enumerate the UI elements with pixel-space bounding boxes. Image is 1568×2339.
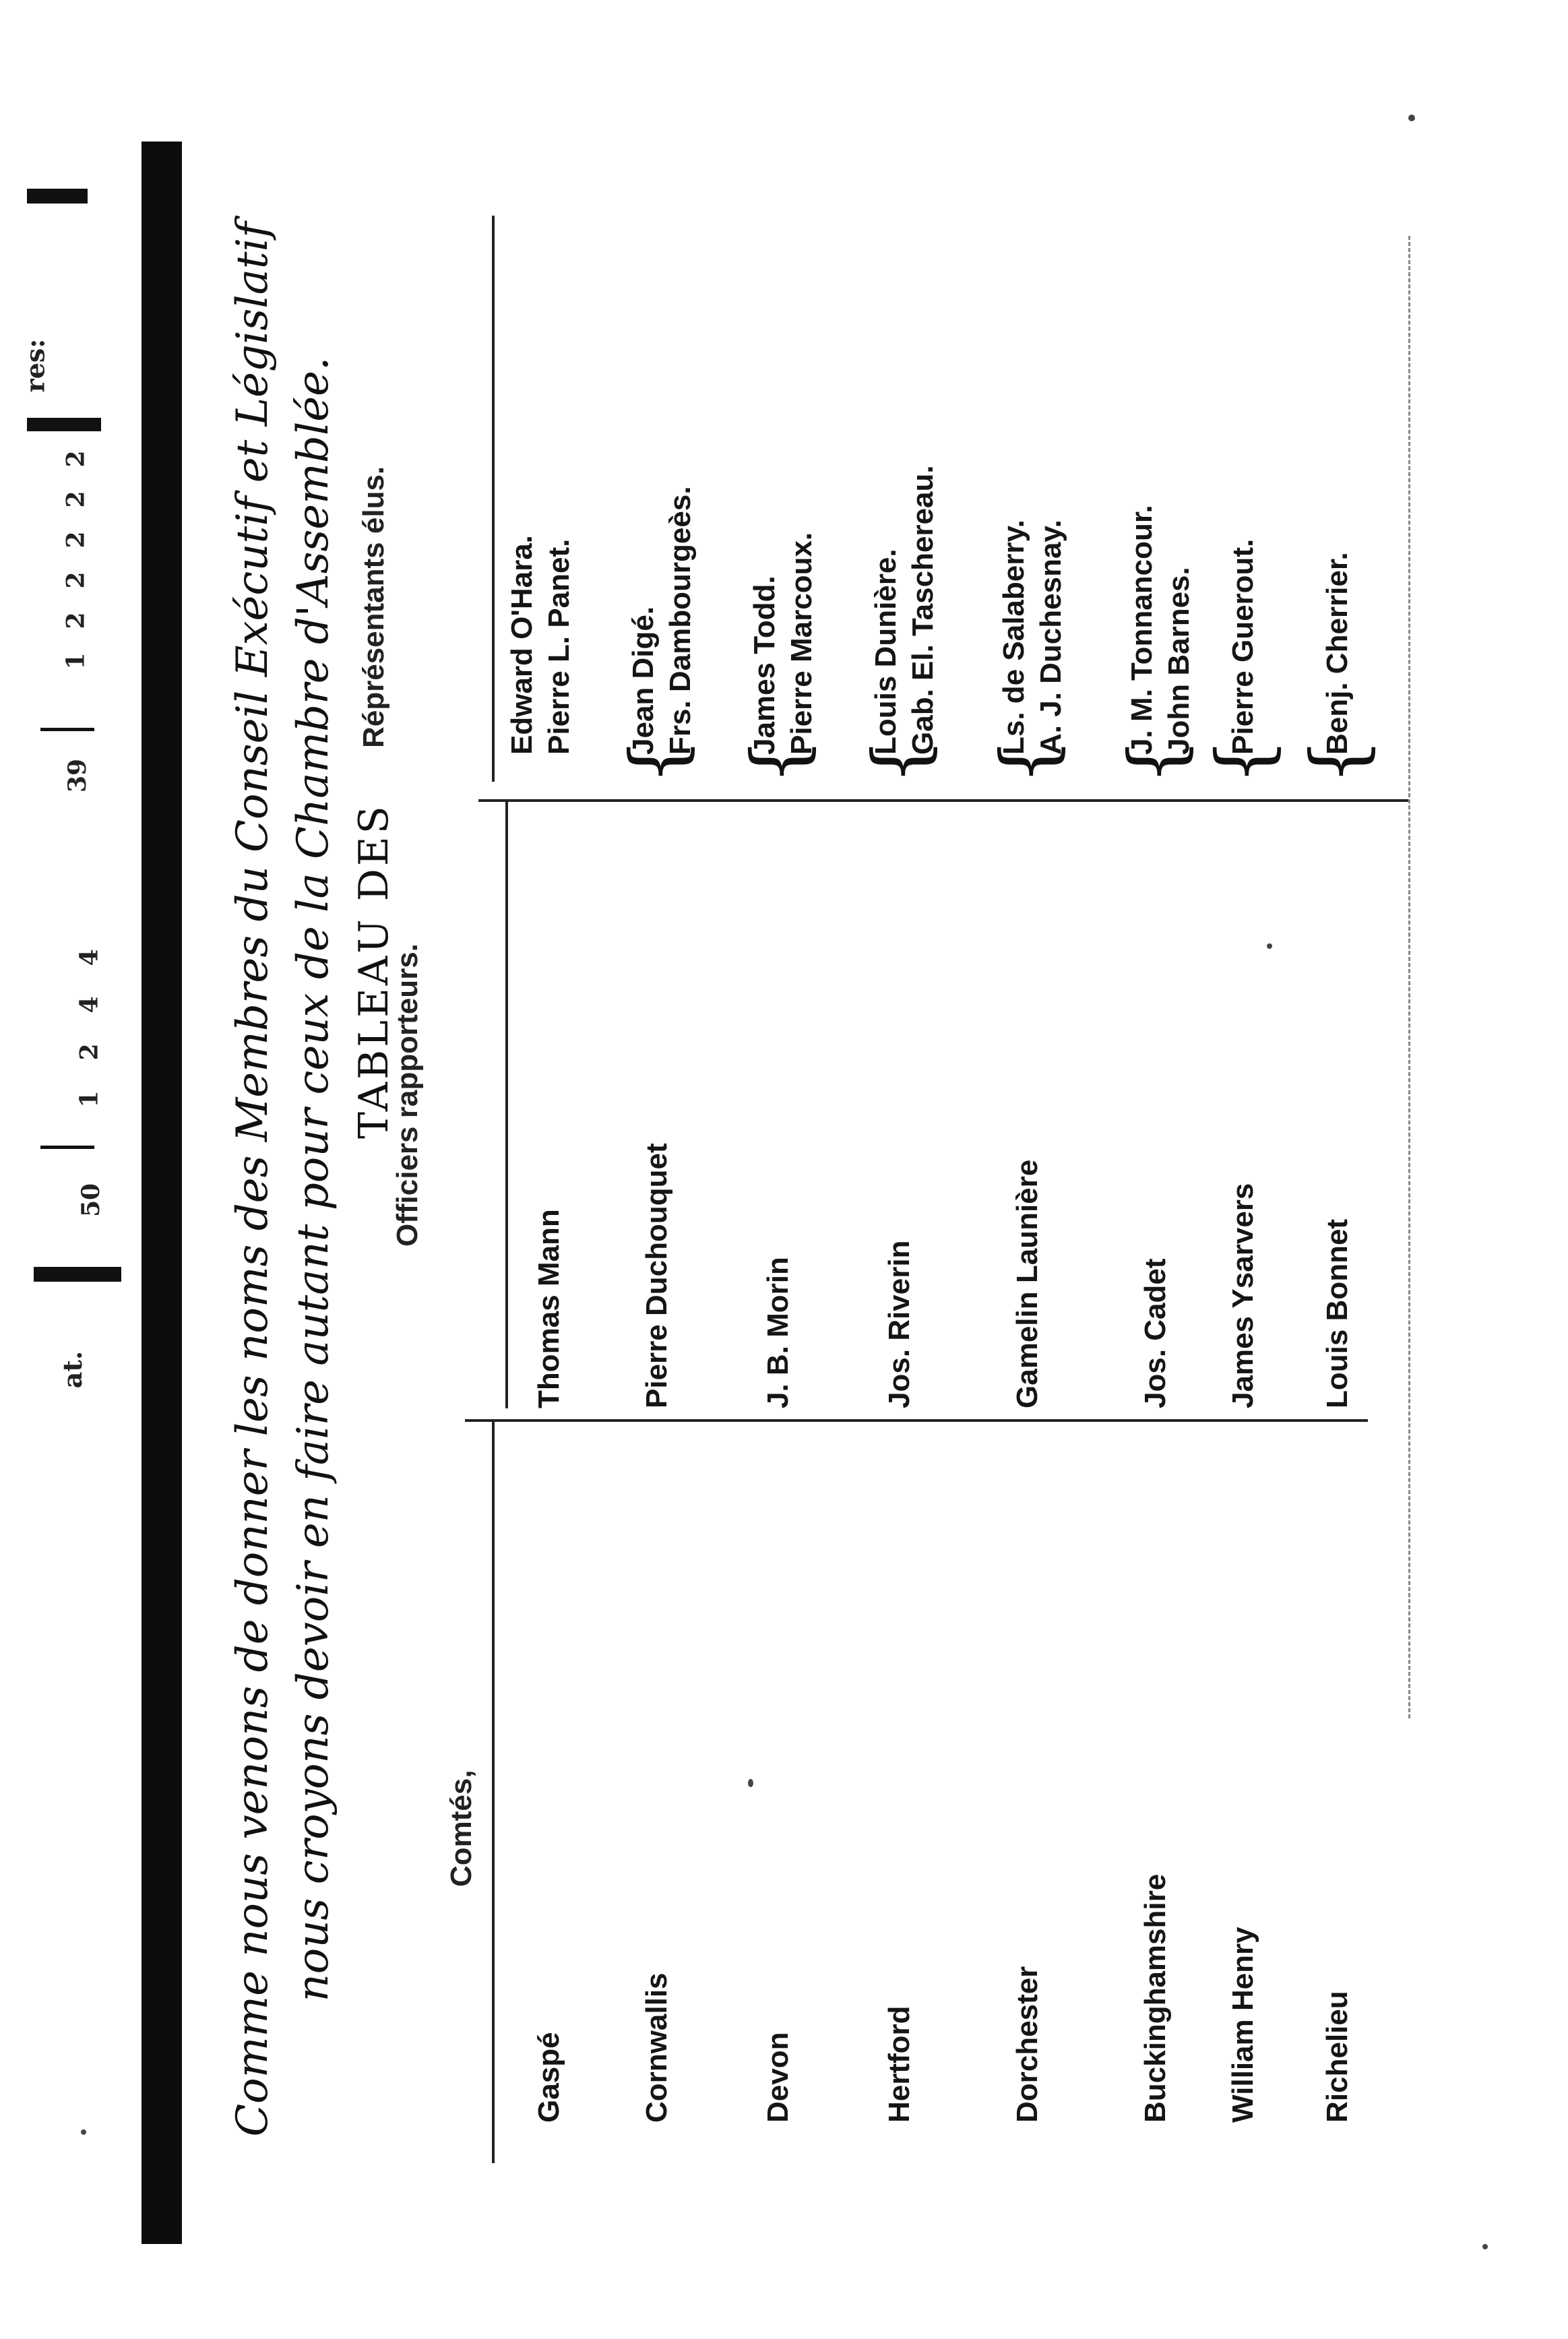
representant-cell: A. J. Duchesnay. xyxy=(1034,520,1067,755)
representant-cell: John Barnes. xyxy=(1162,567,1195,755)
officier-cell: Jos. Cadet xyxy=(1139,1258,1172,1408)
brace-glyph: { xyxy=(1112,738,1199,785)
scan-speck xyxy=(748,1779,753,1787)
brace-glyph: { xyxy=(1294,738,1381,785)
officier-cell: J. B. Morin xyxy=(761,1257,794,1408)
representant-cell: Louis Dunière. xyxy=(869,549,902,755)
comte-cell: William Henry xyxy=(1226,1927,1259,2123)
representant-cell: Pierre Marcoux. xyxy=(785,532,818,755)
comte-cell: Cornwallis xyxy=(640,1972,673,2123)
margin-digit: 2 xyxy=(61,450,90,468)
brace-glyph: { xyxy=(735,738,821,785)
comte-cell: Dorchester xyxy=(1011,1966,1044,2123)
margin-digit: 2 xyxy=(61,571,90,589)
margin-total: 39 xyxy=(63,758,92,793)
dashed-rule xyxy=(1408,236,1410,1718)
comte-cell: Richelieu xyxy=(1321,1991,1354,2123)
margin-digit: 2 xyxy=(61,491,90,508)
intro-paragraph xyxy=(222,168,344,2190)
brace-glyph: { xyxy=(1200,738,1286,785)
table-row xyxy=(984,168,1071,2190)
representant-cell: Frs. Dambourgeès. xyxy=(664,486,697,755)
table-row xyxy=(1294,168,1381,2190)
binding-rule xyxy=(142,142,182,2244)
margin-rule xyxy=(34,1267,121,1282)
representant-cell: Pierre Guerout. xyxy=(1226,538,1259,755)
rotated-page-content xyxy=(222,168,1455,2190)
officier-cell: Thomas Mann xyxy=(532,1209,565,1408)
representant-cell: Edward O'Hara. xyxy=(505,535,538,755)
table-row xyxy=(614,168,700,2190)
margin-rule xyxy=(27,418,101,431)
margin-digit: 2 xyxy=(61,531,90,549)
officier-cell: Pierre Duchouquet xyxy=(640,1143,673,1408)
table-row xyxy=(856,168,943,2190)
margin-digit: 2 xyxy=(75,1043,104,1061)
officier-cell: Louis Bonnet xyxy=(1321,1218,1354,1408)
officier-cell: James Ysarvers xyxy=(1226,1183,1259,1408)
representant-cell: Pierre L. Panet. xyxy=(542,538,575,755)
scan-speck xyxy=(81,2129,86,2135)
comte-cell: Gaspé xyxy=(532,2032,565,2123)
margin-rule xyxy=(40,728,94,731)
column-rule xyxy=(478,799,1408,802)
margin-digit: 1 xyxy=(75,1090,104,1108)
margin-rule xyxy=(40,1146,94,1149)
scan-speck xyxy=(1482,2244,1488,2249)
scan-speck xyxy=(1267,943,1272,949)
comte-cell: Devon xyxy=(761,2032,794,2123)
margin-digit: 2 xyxy=(61,612,90,629)
officier-cell: Gamelin Launière xyxy=(1011,1159,1044,1408)
intro-line-2: nous croyons devoir en faire autant pour ceux de la Chambre d'Assemblée. xyxy=(288,356,338,2002)
representant-cell: J. M. Tonnancour. xyxy=(1125,505,1158,755)
header-rule-representants xyxy=(492,216,495,782)
header-rule-officiers xyxy=(505,802,508,1408)
margin-digit: 1 xyxy=(61,652,90,670)
margin-total: 50 xyxy=(77,1183,106,1218)
representant-cell: James Todd. xyxy=(748,575,781,755)
brace-glyph: { xyxy=(984,738,1071,785)
scan-speck xyxy=(1408,115,1415,121)
header-rule-comtes xyxy=(492,1422,495,2163)
margin-digit: 4 xyxy=(75,949,104,966)
brace-glyph: { xyxy=(856,738,943,785)
table-row xyxy=(1200,168,1286,2190)
representant-cell: Jean Digé. xyxy=(627,606,660,755)
header-comtes: Comtés, xyxy=(445,1770,478,1887)
margin-word-bottom: at. xyxy=(57,1350,88,1389)
margin-word-top: res: xyxy=(20,338,51,393)
table-title: TABLEAU DES xyxy=(350,803,398,1139)
margin-rule xyxy=(27,189,88,204)
table-row xyxy=(505,168,575,2190)
table-row xyxy=(735,168,821,2190)
officier-cell: Jos. Riverin xyxy=(883,1240,916,1408)
margin-digit: 4 xyxy=(75,996,104,1013)
brace-glyph: { xyxy=(614,738,700,785)
header-officiers: Officiers rapporteurs. xyxy=(391,943,424,1247)
representant-cell: Benj. Cherrier. xyxy=(1321,552,1354,755)
header-representants: Réprésentants élus. xyxy=(357,466,390,748)
comte-cell: Buckinghamshire xyxy=(1139,1873,1172,2123)
intro-line-1: Comme nous venons de donner les noms des Membres du Conseil Exécutif et Législatif xyxy=(228,222,278,2137)
representant-cell: Gab. El. Taschereau. xyxy=(906,465,939,755)
table-row xyxy=(1112,168,1199,2190)
comte-cell: Hertford xyxy=(883,2005,916,2123)
representant-cell: Ls. de Salaberry. xyxy=(997,520,1030,755)
